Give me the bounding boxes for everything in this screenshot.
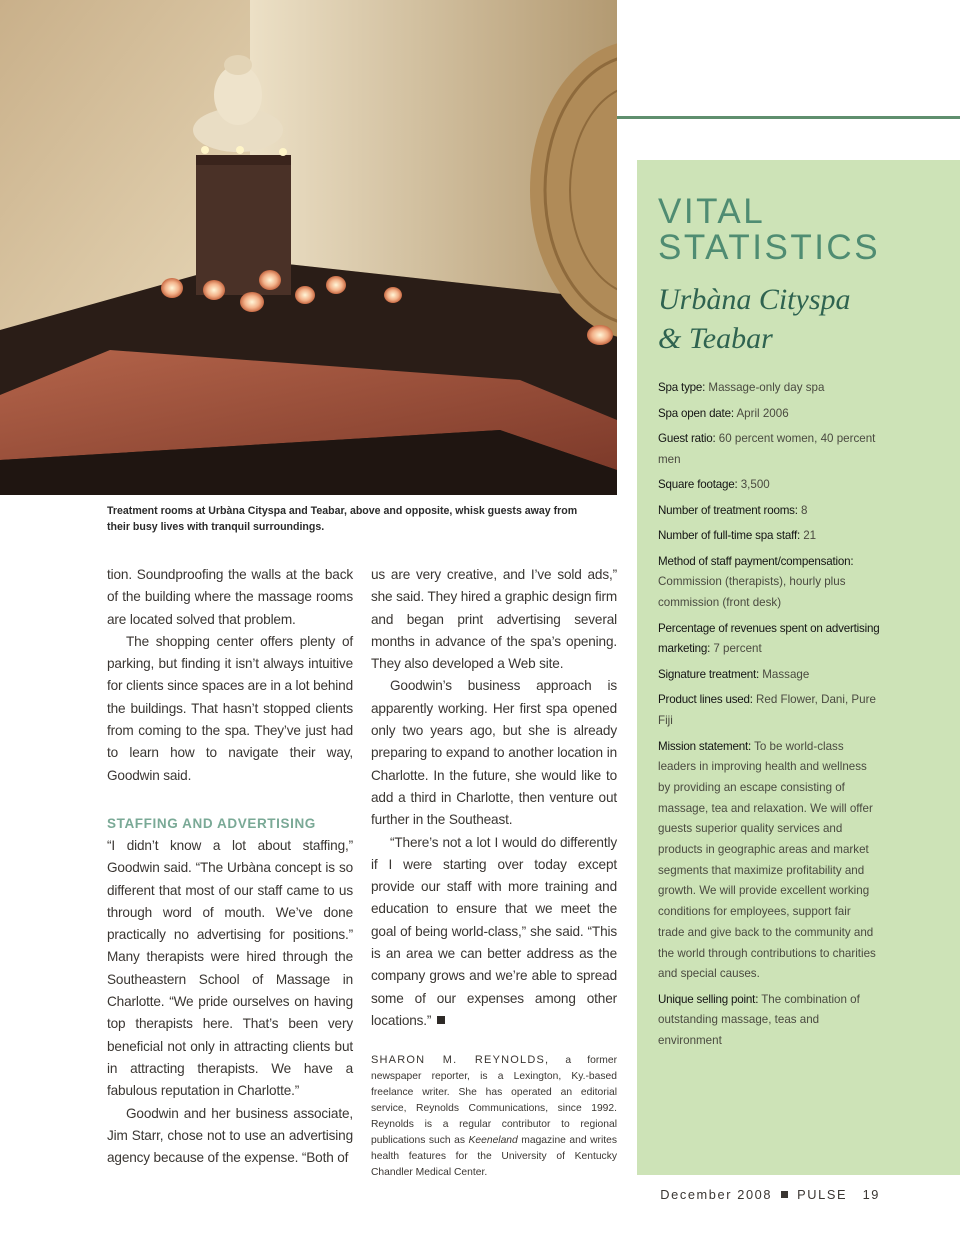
fact-value: 3,500 (737, 478, 770, 492)
sidebar-subtitle (658, 280, 948, 358)
bio-text: magazine and writes health features for the University of Kentucky Chandler Medical Center. (371, 1135, 617, 1179)
fact-value: Massage-only day spa (705, 381, 825, 394)
fact-label: Spa open date: (658, 406, 734, 420)
fact-item (658, 552, 880, 614)
page-number: 19 (862, 1187, 880, 1202)
sidebar-subtitle-line: Urbàna Cityspa (658, 283, 851, 316)
paragraph: us are very creative, and I’ve sold ads,” she said. They hired a graphic design firm and began print advertising several months in advance of the spa’s opening. They also developed a Web site. (371, 567, 617, 672)
photo-illustration (0, 0, 617, 495)
fact-item (658, 378, 880, 399)
paragraph (371, 832, 617, 1033)
fact-label: Number of treatment rooms: (658, 503, 798, 517)
author-bio (371, 1052, 617, 1181)
fact-item (658, 690, 880, 731)
sidebar-title-line: STATISTICS (658, 228, 881, 267)
fact-value: 7 percent (710, 642, 762, 656)
fact-value: Commission (therapists), hourly plus commission (front desk) (658, 575, 846, 610)
paragraph: The shopping center offers plenty of parking, but finding it isn’t always intuitive for clients since spaces are in a lot behind the buildings. That hasn’t stopped clients from coming to the spa. They’ve just had to learn how to navigate their way, Goodwin said. (107, 633, 353, 783)
publication-name: PULSE (797, 1187, 848, 1202)
fact-item (658, 501, 880, 522)
fact-value: To be world-class leaders in improving health and wellness by providing an escape consisting of massage, tea and relaxation. We will offer guests superior quality services and products in geographic areas and market segments that maximize profitability and growth. We will provide excellent working conditions for employees, support fair trade and give back to the community and the world through contributions to charities and special causes. (658, 739, 876, 981)
fact-value: Red Flower, Dani, Pure Fiji (658, 693, 876, 728)
fact-label: Product lines used: (658, 693, 753, 707)
photo-caption: Treatment rooms at Urbàna Cityspa and Teabar, above and opposite, whisk guests away from their busy lives with tranquil surroundings. (107, 505, 578, 533)
fact-value: 8 (797, 503, 808, 517)
author-name: SHARON M. REYNOLDS, (371, 1054, 550, 1067)
fact-item (658, 737, 880, 985)
fact-label: Method of staff payment/compensation: (658, 554, 854, 568)
paragraph-text: “There’s not a lot I would do differently if I were starting over today except provide our staff with more training and education to ensure that we meet the goal of being world-class,” she said. “This is an area we can better address as the company grows and we’re able to spread some of our expenses among other locations.” (371, 834, 617, 1028)
fact-item (658, 475, 880, 496)
fact-value: April 2006 (733, 406, 789, 420)
fact-item (658, 526, 880, 547)
fact-label: Spa type: (658, 381, 706, 394)
issue-date: December 2008 (660, 1187, 773, 1202)
paragraph: tion. Soundproofing the walls at the back of the building where the massage rooms are located solved that problem. (107, 567, 353, 627)
separator-square-icon (781, 1191, 788, 1198)
section-subhead: STAFFING AND ADVERTISING (107, 815, 316, 831)
paragraph: “I didn’t know a lot about staffing,” Goodwin said. “The Urbàna concept is so different that most of our staff came to us through word of mouth. We’ve done practically no advertising for positions.” Many therapists were hired through the Southeastern School of Massage in Charlotte. “We pride ourselves on having top therapists here. That’s been very beneficial not only in attracting clients but in attracting therapists. We have a fabulous reputation in Charlotte.” (107, 837, 353, 1099)
facts-list (658, 378, 880, 1057)
sidebar-title (658, 194, 948, 266)
fact-item (658, 619, 880, 660)
fact-label: Square footage: (658, 478, 738, 492)
fact-value: 21 (800, 529, 817, 543)
fact-item (658, 665, 880, 686)
sidebar-subtitle-line: & Teabar (658, 322, 773, 355)
page-footer (660, 1187, 880, 1202)
fact-label: Guest ratio: (658, 432, 716, 445)
fact-item (658, 404, 880, 425)
fact-value: The combination of outstanding massage, teas and environment (658, 992, 860, 1048)
end-mark-icon (437, 1016, 445, 1024)
fact-item (658, 990, 880, 1052)
top-rule-divider (617, 116, 960, 119)
fact-label: Mission statement: (658, 739, 752, 753)
fact-value: Massage (759, 667, 810, 681)
bio-text: a former newspaper reporter, is a Lexington, Ky.-based freelance writer. She has operated an editorial service, Reynolds Communications, since 1992. Reynolds is a regular contributor to regional publications such as (371, 1055, 617, 1147)
fact-label: Number of full-time spa staff: (658, 529, 800, 543)
paragraph: Goodwin and her business associate, Jim Starr, chose not to use an advertising agency because of the expense. “Both of (107, 1105, 353, 1166)
fact-label: Signature treatment: (658, 667, 760, 681)
sidebar-title-line: VITAL (658, 192, 766, 231)
fact-label: Unique selling point: (658, 992, 759, 1006)
article-column-2 (371, 564, 617, 1181)
fact-value: 60 percent women, 40 percent men (658, 432, 876, 466)
paragraph: Goodwin’s business approach is apparently working. Her first spa opened only two years ago, but she is already preparing to expand to another location in Charlotte. In the future, she would like to add a third in Charlotte, then venture out further in the Southeast. (371, 678, 617, 828)
fact-item (658, 429, 880, 470)
spa-treatment-room-photo (0, 0, 617, 495)
article-column-1 (107, 564, 353, 1169)
magazine-title: Keeneland (468, 1135, 518, 1147)
fact-label: Percentage of revenues spent on advertising marketing: (658, 621, 880, 656)
